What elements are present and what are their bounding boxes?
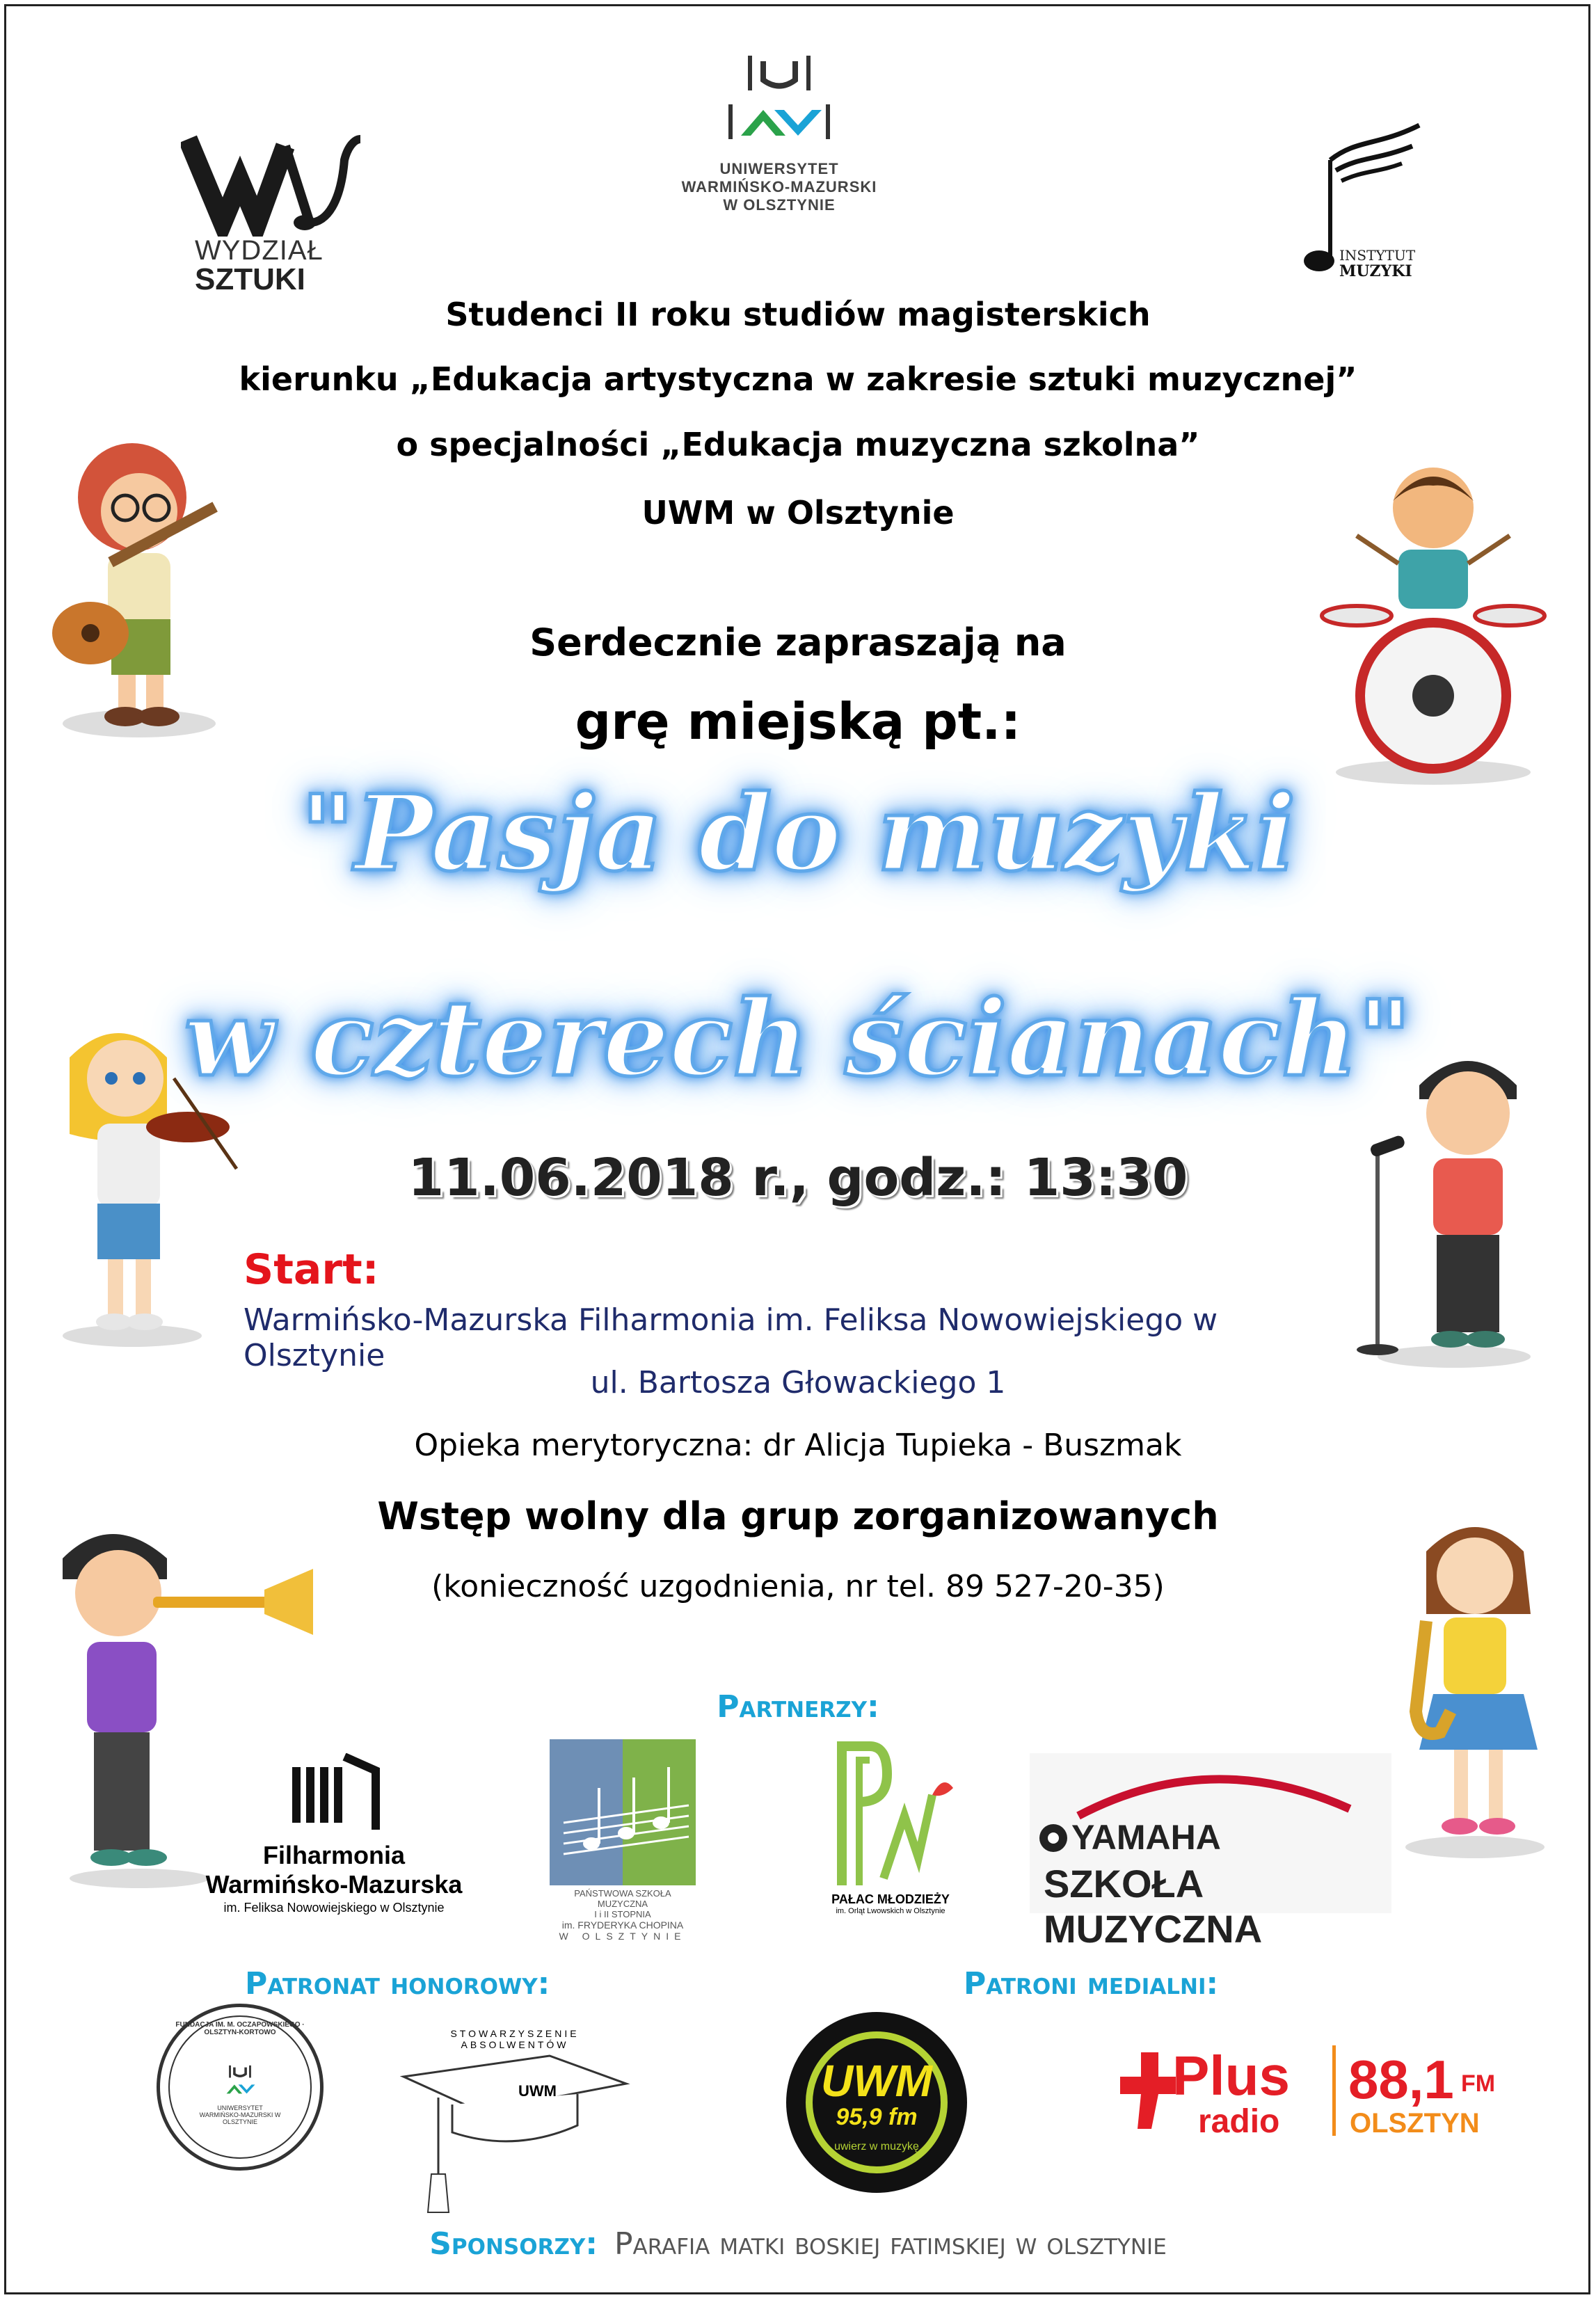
- intro-line-1: Studenci II roku studiów magisterskich: [445, 296, 1151, 333]
- filharmonia-sub: im. Feliksa Nowowiejskiego w Olsztynie: [223, 1901, 445, 1915]
- uwm-fm-name: UWM: [821, 2056, 932, 2106]
- start-place: Warmińsko-Mazurska Filharmonia im. Feliksa Nowowiejskiego w Olsztynie: [244, 1302, 1218, 1373]
- school-line-3: im. FRYDERYKA CHOPINA: [561, 1919, 684, 1931]
- wydzial-sztuki-logo: [181, 118, 362, 299]
- start-label: Start:: [244, 1245, 379, 1294]
- school-line-2: I i II STOPNIA: [594, 1909, 651, 1919]
- filharmonia-name-2: Warmińsko-Mazurska: [205, 1870, 463, 1899]
- palac-pm-icon: [821, 1732, 960, 1892]
- saxophonist-girl-illustration: [1384, 1503, 1558, 1864]
- yamaha-arc-icon: [1071, 1760, 1364, 1823]
- filharmonia-logo: [188, 1753, 480, 1920]
- invite-line-1: Serdecznie zapraszają na: [529, 621, 1067, 664]
- intro-line-2: kierunku „Edukacja artystyczna w zakresie sztuki muzycznej”: [239, 360, 1357, 398]
- wydzial-label: WYDZIAŁ: [195, 235, 324, 266]
- music-school-emblem: [550, 1739, 696, 1885]
- singer-boy-illustration: [1357, 1037, 1558, 1377]
- school-line-4: W OLSZTYNIE: [559, 1931, 687, 1942]
- uwm-fm-slogan: uwierz w muzykę: [834, 2141, 919, 2153]
- filharmonia-mark-icon: [285, 1753, 383, 1837]
- yamaha-school-logo: [1030, 1753, 1391, 1951]
- plus-radio-logo: [1120, 2038, 1517, 2164]
- intro-line-3: o specjalności „Edukacja muzyczna szkolna”: [396, 426, 1200, 463]
- start-address: ul. Bartosza Głowackiego 1: [590, 1365, 1006, 1400]
- event-title-line-1: "Pasja do muzyki: [300, 772, 1296, 895]
- sztuki-label: SZTUKI: [195, 262, 305, 296]
- violinist-girl-illustration: [28, 1009, 257, 1357]
- yamaha-tuning-fork-icon: [1038, 1823, 1069, 1853]
- yamaha-name: YAMAHA: [1071, 1818, 1221, 1857]
- instytut-muzyki-logo: [1280, 118, 1433, 285]
- muzyki-label: MUZYKI: [1339, 262, 1412, 280]
- palac-mlodziezy-logo: [811, 1732, 971, 1927]
- music-school-logo: [550, 1739, 696, 1942]
- plus-name: Plus: [1172, 2045, 1290, 2107]
- yamaha-school-name: SZKOŁA MUZYCZNA: [1044, 1862, 1263, 1951]
- alumni-association-logo: [397, 2028, 633, 2216]
- event-date-time: 11.06.2018 r., godz.: 13:30: [408, 1148, 1188, 1208]
- uwm-fm-logo: [786, 2012, 967, 2193]
- palac-name: PAŁAC MŁODZIEŻY: [831, 1892, 950, 1906]
- plus-frequency: 88,1: [1348, 2049, 1454, 2110]
- plus-cross-icon: [1120, 2052, 1176, 2129]
- partners-heading: Partnerzy:: [717, 1689, 879, 1725]
- instytut-label: INSTYTUT: [1339, 247, 1416, 264]
- uwm-fm-frequency: 95,9 fm: [836, 2104, 918, 2130]
- palac-sub: im. Orląt Lwowskich w Olsztynie: [836, 1907, 945, 1915]
- uwm-logo: [654, 49, 904, 237]
- entry-line-2: (konieczność uzgodnienia, nr tel. 89 527-20-35): [431, 1569, 1165, 1604]
- school-line-1: PAŃSTWOWA SZKOŁA MUZYCZNA: [574, 1888, 671, 1909]
- invite-line-2: grę miejską pt.:: [575, 692, 1021, 751]
- sponsors-name: Parafia matki boskiej fatimskiej w olsztynie: [614, 2226, 1167, 2262]
- seal-uwm-emblem-icon: [219, 2063, 261, 2098]
- plus-fm: FM: [1461, 2070, 1496, 2097]
- filharmonia-name-1: Filharmonia: [262, 1841, 406, 1869]
- oczapowski-foundation-seal: [157, 2004, 324, 2171]
- plus-radio-word: radio: [1198, 2103, 1280, 2140]
- entry-line-1: Wstęp wolny dla grup zorganizowanych: [377, 1494, 1219, 1538]
- plus-city: OLSZTYN: [1350, 2108, 1480, 2139]
- sponsors-label: Sponsorzy:: [429, 2226, 598, 2262]
- uwm-line2: WARMIŃSKO-MAZURSKI: [681, 178, 877, 195]
- music-notes-icon: [550, 1739, 696, 1885]
- media-heading: Patroni medialni:: [964, 1966, 1219, 2002]
- alumni-cap-text: UWM: [518, 2082, 557, 2100]
- guitarist-kid-illustration: [35, 431, 244, 751]
- uwm-emblem-icon: [720, 49, 838, 146]
- sponsors-line: [0, 2226, 1596, 2262]
- seal-center-text: UNIWERSYTET WARMIŃSKO-MAZURSKI W OLSZTYNIE: [199, 2105, 281, 2125]
- intro-line-4: UWM w Olsztynie: [641, 494, 955, 532]
- event-title-line-2: w czterech ścianach": [184, 977, 1412, 1100]
- graduation-cap-icon: [397, 2042, 633, 2216]
- supervision: Opieka merytoryczna: dr Alicja Tupieka - Buszmak: [414, 1428, 1182, 1463]
- alumni-top-text: STOWARZYSZENIE ABSOLWENTÓW: [450, 2028, 580, 2050]
- uwm-line3: W OLSZTYNIE: [723, 196, 836, 214]
- drummer-kid-illustration: [1315, 445, 1551, 793]
- plus-divider: [1332, 2045, 1336, 2136]
- wydzial-sztuki-mark-icon: [181, 118, 362, 237]
- seal-outer-text: FUNDACJA IM. M. OCZAPOWSKIEGO · OLSZTYN-KORTOWO: [175, 2021, 305, 2036]
- honorary-heading: Patronat honorowy:: [245, 1966, 550, 2002]
- uwm-line1: UNIWERSYTET: [719, 160, 839, 177]
